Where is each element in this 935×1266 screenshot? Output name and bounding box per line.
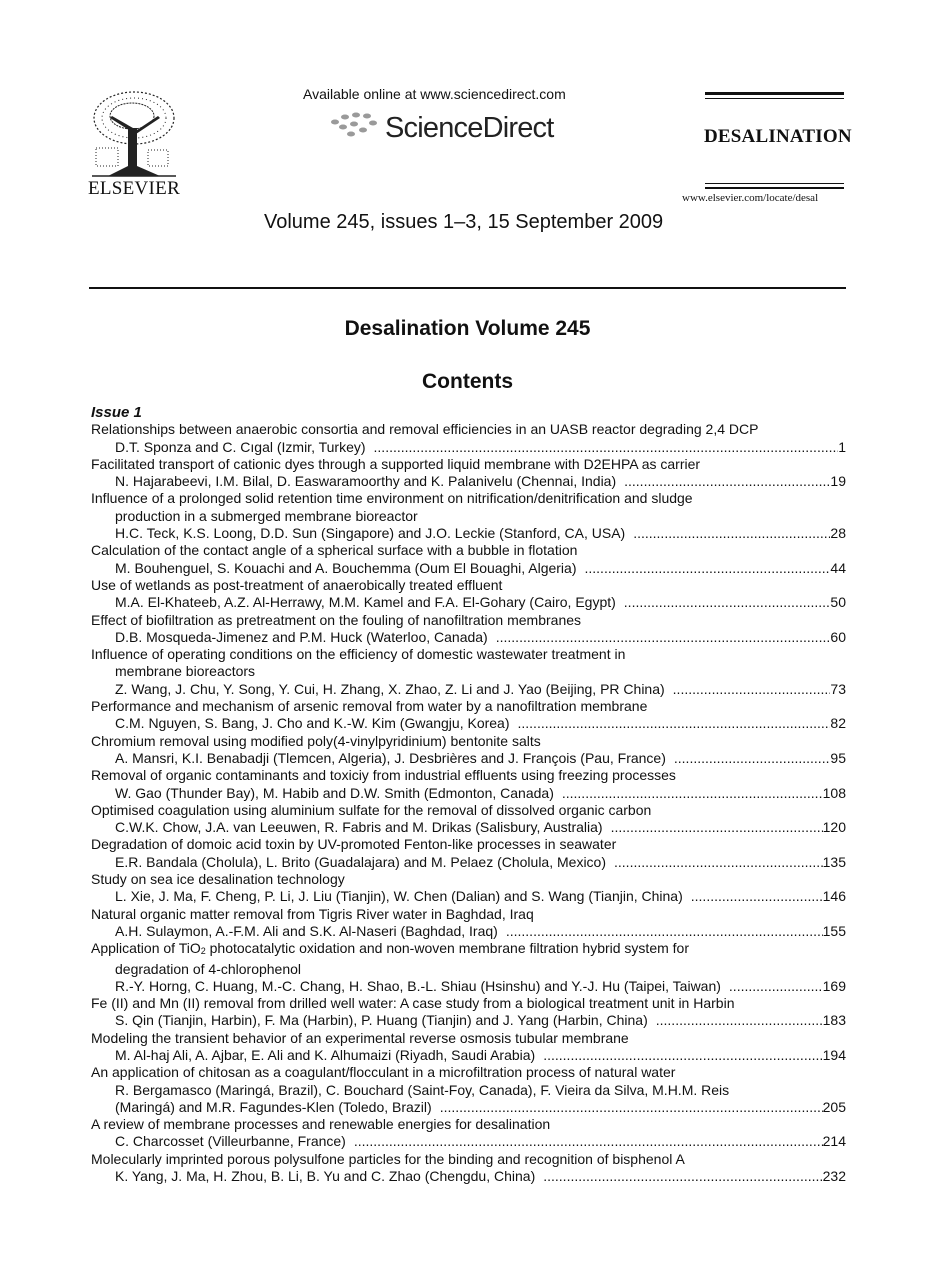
page-number[interactable]: 194 — [822, 1046, 846, 1063]
page-number[interactable]: 169 — [822, 977, 846, 994]
article-byline — [91, 594, 846, 611]
issue-label: Issue 1 — [91, 404, 142, 421]
article-title-part: photocatalytic oxidation and non-woven membrane filtration hybrid system for — [205, 940, 689, 957]
article-title[interactable]: Relationships between anaerobic consortia and removal efficiencies in an UASB reactor degrading 2,4 DCP — [91, 421, 759, 438]
article-authors: A. Mansri, K.I. Benabadji (Tlemcen, Algeria), J. Desbrières and J. François (Pau, France) — [115, 749, 666, 766]
leader-dots — [683, 888, 823, 905]
article-title[interactable]: Chromium removal using modified poly(4-vinylpyridinium) bentonite salts — [91, 732, 541, 749]
leader-dots — [616, 473, 830, 490]
article-authors: Z. Wang, J. Chu, Y. Song, Y. Cui, H. Zhang, X. Zhao, Z. Li and J. Yao (Beijing, PR China) — [115, 680, 665, 697]
publisher-name: ELSEVIER — [87, 178, 181, 199]
article-title-continued[interactable]: membrane bioreactors — [115, 663, 256, 680]
toc-entry[interactable] — [91, 421, 846, 456]
subscript: 2 — [200, 946, 206, 957]
article-byline — [91, 785, 846, 802]
article-authors: C.W.K. Chow, J.A. van Leeuwen, R. Fabris and M. Drikas (Salisbury, Australia) — [115, 819, 603, 836]
page-number[interactable]: 28 — [830, 525, 846, 542]
article-title[interactable]: Modeling the transient behavior of an experimental reverse osmosis tubular membrane — [91, 1029, 629, 1046]
article-byline — [91, 439, 846, 456]
toc-entry[interactable] — [91, 733, 846, 768]
page-number[interactable]: 19 — [830, 473, 846, 490]
document-title: Desalination Volume 245 — [344, 317, 591, 340]
article-authors: K. Yang, J. Ma, H. Zhou, B. Li, B. Yu and C. Zhao (Chengdu, China) — [115, 1168, 536, 1185]
leader-dots — [666, 750, 831, 767]
article-byline — [91, 923, 846, 940]
leader-dots — [346, 1133, 823, 1150]
article-byline — [91, 1047, 846, 1064]
leader-dots — [488, 629, 831, 646]
article-title[interactable]: Calculation of the contact angle of a spherical surface with a bubble in flotation — [91, 542, 578, 559]
available-online-text[interactable]: Available online at www.sciencedirect.com — [303, 86, 566, 102]
leader-dots — [535, 1047, 822, 1064]
toc-entries — [91, 421, 846, 1185]
page-number[interactable]: 73 — [830, 680, 846, 697]
page-number[interactable]: 146 — [822, 888, 846, 905]
article-byline — [91, 560, 846, 577]
contents-heading: Contents — [422, 370, 513, 393]
sciencedirect-dots-icon — [329, 112, 381, 142]
article-title-continued[interactable]: degradation of 4-chlorophenol — [115, 960, 302, 977]
toc-entry[interactable] — [91, 767, 846, 802]
article-authors: C. Charcosset (Villeurbanne, France) — [115, 1133, 346, 1150]
article-authors: E.R. Bandala (Cholula), L. Brito (Guadalajara) and M. Pelaez (Cholula, Mexico) — [115, 853, 607, 870]
leader-dots — [535, 1168, 822, 1185]
article-authors: L. Xie, J. Ma, F. Cheng, P. Li, J. Liu (Tianjin), W. Chen (Dalian) and S. Wang (Tianjin, China) — [115, 888, 683, 905]
sciencedirect-logo-text: ScienceDirect — [385, 112, 554, 144]
toc-entry[interactable] — [91, 906, 846, 941]
article-authors: D.T. Sponza and C. Cıgal (Izmir, Turkey) — [115, 438, 366, 455]
article-authors: R.-Y. Horng, C. Huang, M.-C. Chang, H. Shao, B.-L. Shiau (Hsinshu) and Y.-J. Hu (Taipei, Taiwan) — [115, 977, 721, 994]
article-byline — [91, 629, 846, 646]
toc-entry[interactable] — [91, 995, 846, 1030]
page-number[interactable]: 135 — [822, 853, 846, 870]
article-byline — [91, 888, 846, 905]
article-title[interactable]: Performance and mechanism of arsenic removal from water by a nanofiltration membrane — [91, 698, 648, 715]
journal-rule-top-thick — [705, 92, 844, 95]
article-byline — [91, 715, 846, 732]
leader-dots — [665, 681, 831, 698]
article-title[interactable] — [91, 940, 846, 960]
article-title[interactable]: Use of wetlands as post-treatment of anaerobically treated effluent — [91, 576, 503, 593]
page-number[interactable]: 44 — [830, 559, 846, 576]
toc-entry[interactable] — [91, 871, 846, 906]
page-number[interactable]: 183 — [822, 1012, 846, 1029]
article-authors: M. Bouhenguel, S. Kouachi and A. Bouchemma (Oum El Bouaghi, Algeria) — [115, 559, 577, 576]
page-number[interactable]: 50 — [830, 594, 846, 611]
article-authors: N. Hajarabeevi, I.M. Bilal, D. Easwaramoorthy and K. Palanivelu (Chennai, India) — [115, 473, 617, 490]
journal-url[interactable]: www.elsevier.com/locate/desal — [682, 192, 819, 204]
article-byline — [91, 1099, 846, 1116]
article-title[interactable]: Influence of operating conditions on the efficiency of domestic wastewater treatment in — [91, 646, 626, 663]
journal-name: DESALINATION — [704, 126, 852, 147]
article-byline — [91, 681, 846, 698]
leader-dots — [366, 439, 839, 456]
toc-entry[interactable] — [91, 1151, 846, 1186]
toc-entry[interactable] — [91, 456, 846, 491]
article-byline — [91, 819, 846, 836]
page-number[interactable]: 120 — [822, 819, 846, 836]
article-title[interactable]: Natural organic matter removal from Tigris River water in Baghdad, Iraq — [91, 905, 534, 922]
leader-dots — [606, 854, 823, 871]
article-authors: M. Al-haj Ali, A. Ajbar, E. Ali and K. Alhumaizi (Riyadh, Saudi Arabia) — [115, 1046, 536, 1063]
toc-entry[interactable] — [91, 836, 846, 871]
page-number[interactable]: 95 — [830, 749, 846, 766]
leader-dots — [577, 560, 831, 577]
article-byline — [91, 1012, 846, 1029]
toc-entry[interactable] — [91, 542, 846, 577]
leader-dots — [432, 1099, 823, 1116]
article-byline — [91, 1133, 846, 1150]
page-number[interactable]: 108 — [822, 784, 846, 801]
article-title[interactable]: Optimised coagulation using aluminium sulfate for the removal of dissolved organic carbon — [91, 801, 652, 818]
leader-dots — [603, 819, 823, 836]
toc-entry[interactable] — [91, 646, 846, 698]
article-byline — [91, 1168, 846, 1185]
page-number[interactable]: 205 — [822, 1098, 846, 1115]
journal-rule-top-thin — [705, 98, 844, 99]
toc-entry[interactable] — [91, 1030, 846, 1065]
article-title[interactable]: Facilitated transport of cationic dyes through a supported liquid membrane with D2EHPA as carrier — [91, 455, 701, 472]
table-of-contents — [91, 404, 846, 1185]
page-number[interactable]: 1 — [838, 438, 846, 455]
article-byline — [91, 978, 846, 995]
article-byline — [91, 525, 846, 542]
toc-entry[interactable] — [91, 698, 846, 733]
article-byline — [91, 750, 846, 767]
elsevier-logo — [78, 88, 190, 200]
page-number[interactable]: 232 — [822, 1168, 846, 1185]
leader-dots — [616, 594, 831, 611]
leader-dots — [721, 978, 823, 995]
article-byline — [91, 854, 846, 871]
article-title[interactable]: Removal of organic contaminants and toxiciy from industrial effluents using freezing processes — [91, 767, 676, 784]
toc-entry[interactable] — [91, 1064, 846, 1116]
toc-entry[interactable] — [91, 1116, 846, 1151]
article-title-continued[interactable]: production in a submerged membrane bioreactor — [115, 507, 418, 524]
article-authors: H.C. Teck, K.S. Loong, D.D. Sun (Singapore) and J.O. Leckie (Stanford, CA, USA) — [115, 525, 626, 542]
article-title[interactable]: Molecularly imprinted porous polysulfone particles for the binding and recognition of bisphenol A — [91, 1150, 685, 1167]
article-title[interactable]: An application of chitosan as a coagulant/flocculant in a microfiltration process of natural water — [91, 1064, 676, 1081]
article-authors: D.B. Mosqueda-Jimenez and P.M. Huck (Waterloo, Canada) — [115, 628, 488, 645]
article-authors: M.A. El-Khateeb, A.Z. Al-Herrawy, M.M. Kamel and F.A. El-Gohary (Cairo, Egypt) — [115, 594, 616, 611]
page-number[interactable]: 82 — [830, 715, 846, 732]
article-authors-first-line: R. Bergamasco (Maringá, Brazil), C. Bouchard (Saint-Foy, Canada), F. Vieira da Silva, M.H.M. Reis — [115, 1081, 730, 1098]
article-title[interactable]: Effect of biofiltration as pretreatment on the fouling of nanofiltration membranes — [91, 611, 582, 628]
article-byline — [91, 473, 846, 490]
elsevier-tree-icon — [88, 88, 180, 178]
page-number[interactable]: 155 — [822, 922, 846, 939]
article-title[interactable]: Degradation of domoic acid toxin by UV-promoted Fenton-like processes in seawater — [91, 836, 617, 853]
toc-entry[interactable] — [91, 612, 846, 647]
article-authors: A.H. Sulaymon, A.-F.M. Ali and S.K. Al-Naseri (Baghdad, Iraq) — [115, 922, 498, 939]
toc-entry[interactable] — [91, 490, 846, 542]
article-authors: W. Gao (Thunder Bay), M. Habib and D.W. Smith (Edmonton, Canada) — [115, 784, 554, 801]
leader-dots — [625, 525, 830, 542]
leader-dots — [554, 785, 823, 802]
toc-entry[interactable] — [91, 940, 846, 995]
article-title[interactable]: A review of membrane processes and renewable energies for desalination — [91, 1116, 551, 1133]
header-divider — [89, 287, 846, 289]
journal-rule-bottom-thin — [705, 183, 844, 184]
volume-issue-line: Volume 245, issues 1–3, 15 September 2009 — [264, 211, 664, 233]
article-authors: C.M. Nguyen, S. Bang, J. Cho and K.-W. Kim (Gwangju, Korea) — [115, 715, 510, 732]
article-title-part: Application of TiO — [91, 940, 201, 957]
page-number[interactable]: 214 — [822, 1133, 846, 1150]
article-title[interactable]: Influence of a prolonged solid retention time environment on nitrification/denitrification and sludge — [91, 490, 693, 507]
leader-dots — [648, 1012, 823, 1029]
leader-dots — [498, 923, 823, 940]
page-number[interactable]: 60 — [830, 628, 846, 645]
toc-entry[interactable] — [91, 802, 846, 837]
article-authors: (Maringá) and M.R. Fagundes-Klen (Toledo, Brazil) — [115, 1098, 432, 1115]
leader-dots — [510, 715, 831, 732]
journal-rule-bottom-thick — [705, 187, 844, 189]
article-title[interactable]: Fe (II) and Mn (II) removal from drilled well water: A case study from a biological treatment unit in Harbin — [91, 995, 735, 1012]
article-title[interactable]: Study on sea ice desalination technology — [91, 871, 345, 888]
article-authors: S. Qin (Tianjin, Harbin), F. Ma (Harbin), P. Huang (Tianjin) and J. Yang (Harbin, China) — [115, 1012, 648, 1029]
toc-entry[interactable] — [91, 577, 846, 612]
